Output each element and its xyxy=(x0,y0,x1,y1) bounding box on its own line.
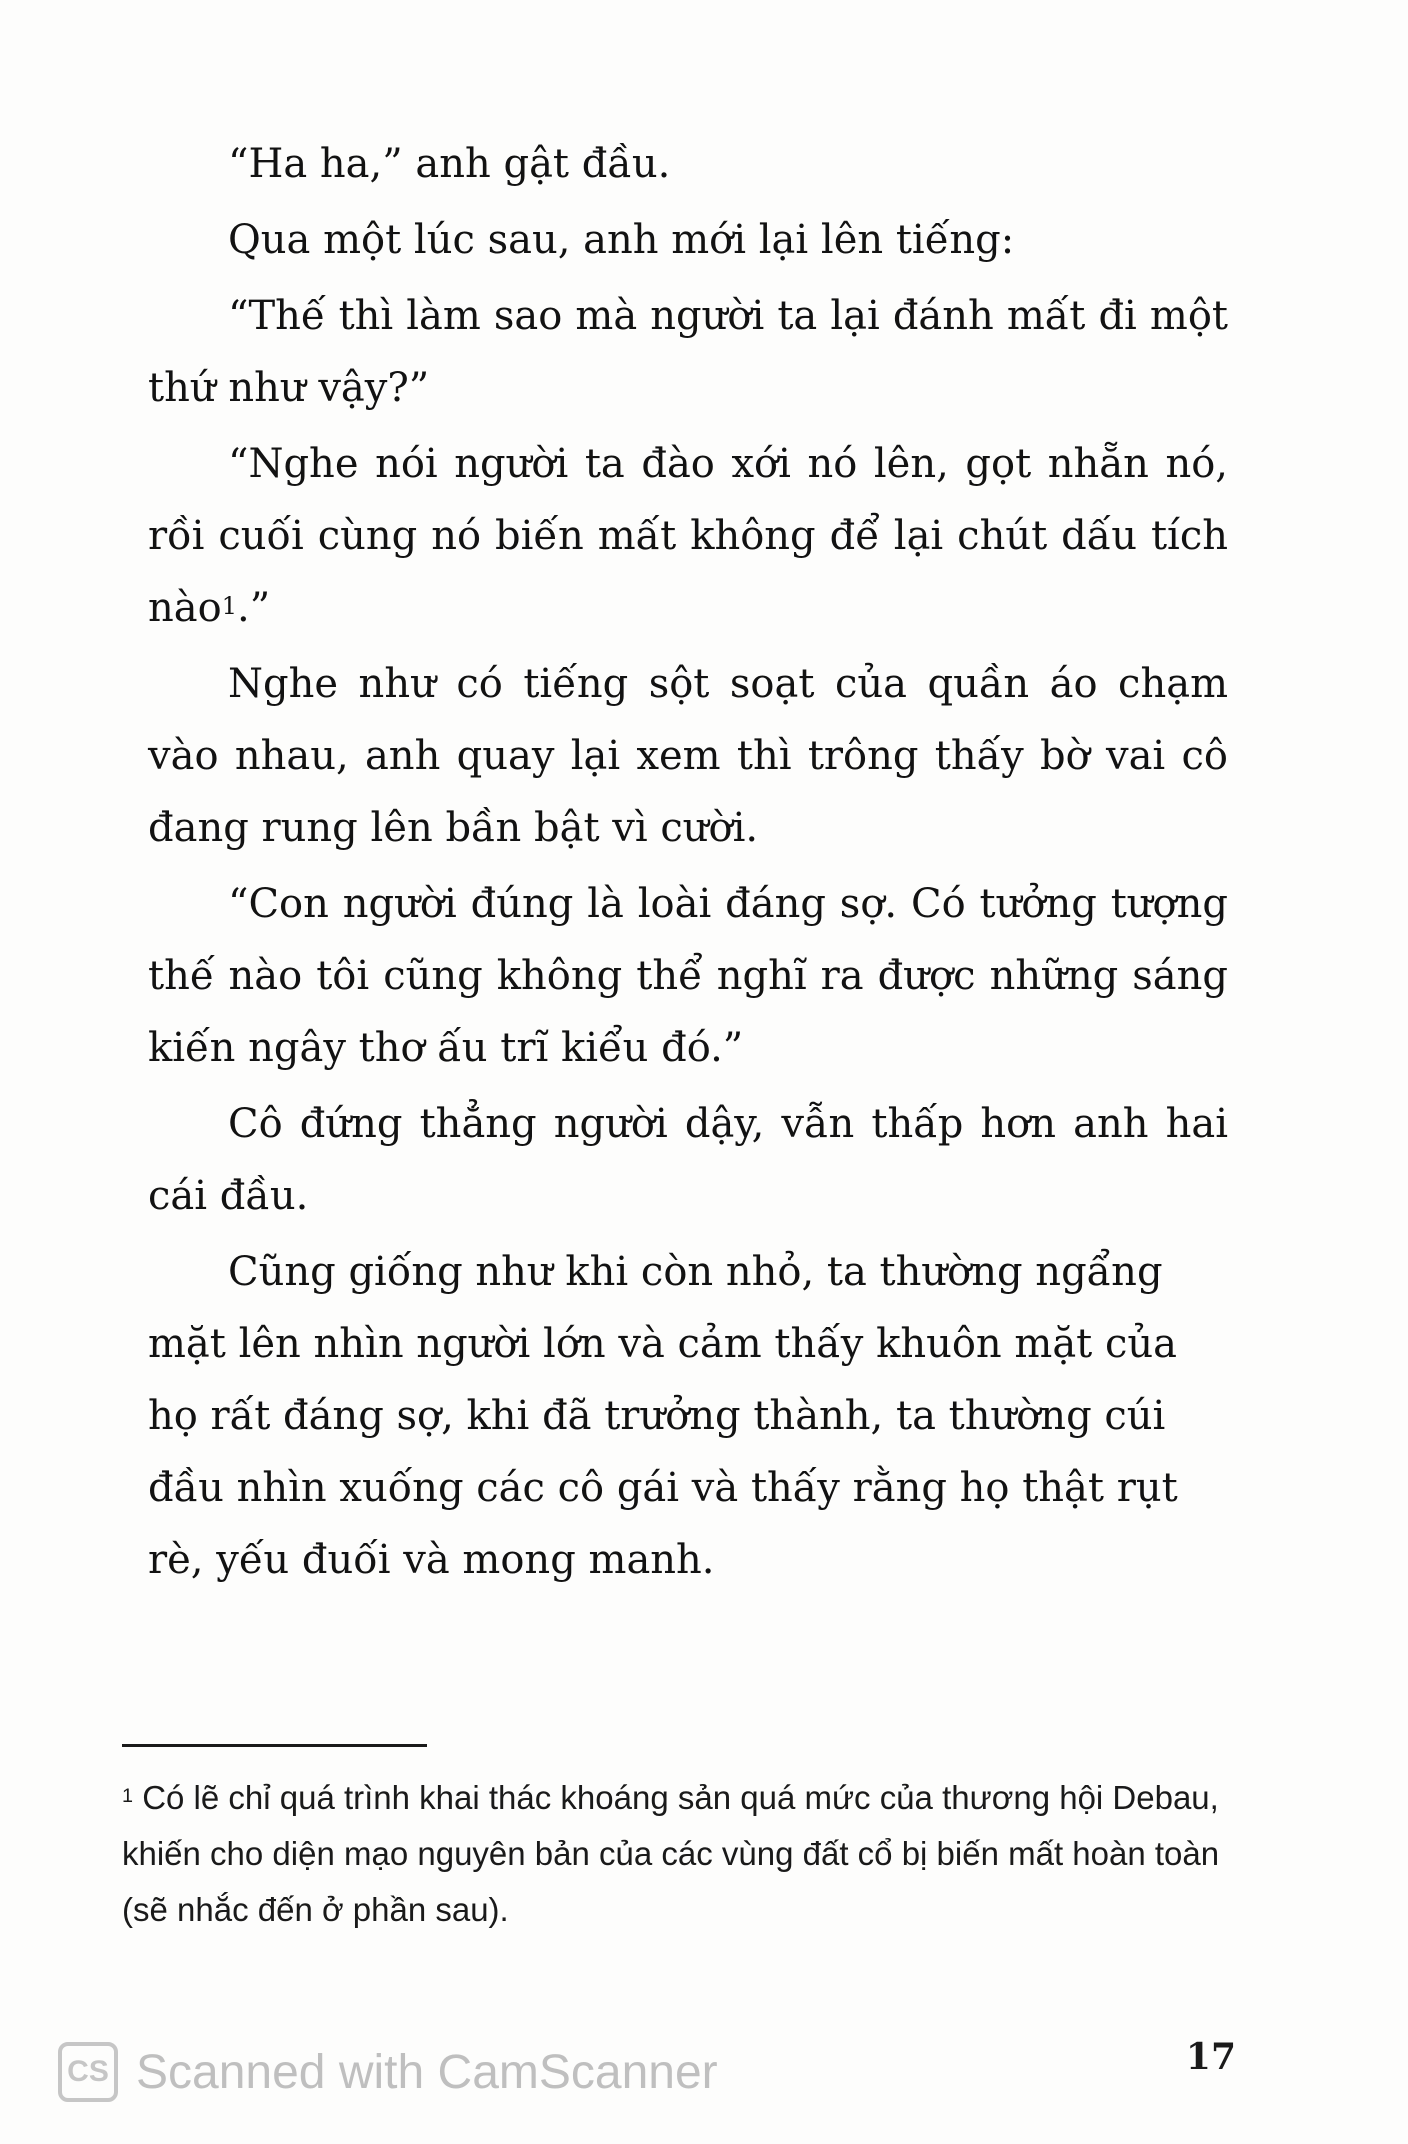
paragraph-2: Qua một lúc sau, anh mới lại lên tiếng: xyxy=(228,217,1015,263)
footnote-number: 1 xyxy=(122,1785,134,1807)
paragraph-6: “Con người đúng là loài đáng sợ. Có tưởng tượng thế nào tôi cũng không thể nghĩ ra được những sáng kiến ngây thơ ấu trĩ kiểu đó.” xyxy=(148,881,1228,1071)
paragraph-4 xyxy=(148,428,1228,644)
paragraph-4-text: “Nghe nói người ta đào xới nó lên, gọt nhẵn nó, rồi cuối cùng nó biến mất không để lại chút dấu tích nào xyxy=(148,441,1228,631)
footnote-divider xyxy=(122,1744,427,1747)
paragraph-3: “Thế thì làm sao mà người ta lại đánh mất đi một thứ như vậy?” xyxy=(148,293,1228,411)
footnote-reference[interactable]: 1 xyxy=(221,592,237,620)
footnote-text: Có lẽ chỉ quá trình khai thác khoáng sản quá mức của thương hội Debau, khiến cho diện mạo nguyên bản của các vùng đất cổ bị biến mất hoàn toàn (sẽ nhắc đến ở phần sau). xyxy=(122,1779,1220,1928)
watermark-text: Scanned with CamScanner xyxy=(136,2045,718,2099)
paragraph-4-closing-quote: .” xyxy=(236,585,271,631)
paragraph-7: Cô đứng thẳng người dậy, vẫn thấp hơn anh hai cái đầu. xyxy=(148,1101,1228,1219)
page-number: 17 xyxy=(1185,2036,1236,2078)
paragraph-1: “Ha ha,” anh gật đầu. xyxy=(228,141,671,187)
paragraph-5: Nghe như có tiếng sột soạt của quần áo chạm vào nhau, anh quay lại xem thì trông thấy bờ vai cô đang rung lên bần bật vì cười. xyxy=(148,661,1228,851)
camscanner-logo-icon: CS xyxy=(58,2042,118,2102)
camscanner-watermark xyxy=(58,2042,718,2102)
paragraph-8: Cũng giống như khi còn nhỏ, ta thường ngẩng mặt lên nhìn người lớn và cảm thấy khuôn mặt của họ rất đáng sợ, khi đã trưởng thành, ta thường cúi đầu nhìn xuống các cô gái và thấy rằng họ thật rụt rè, yếu đuối và mong manh. xyxy=(148,1249,1178,1583)
footnote xyxy=(122,1770,1230,1938)
body-text xyxy=(148,128,1228,1600)
